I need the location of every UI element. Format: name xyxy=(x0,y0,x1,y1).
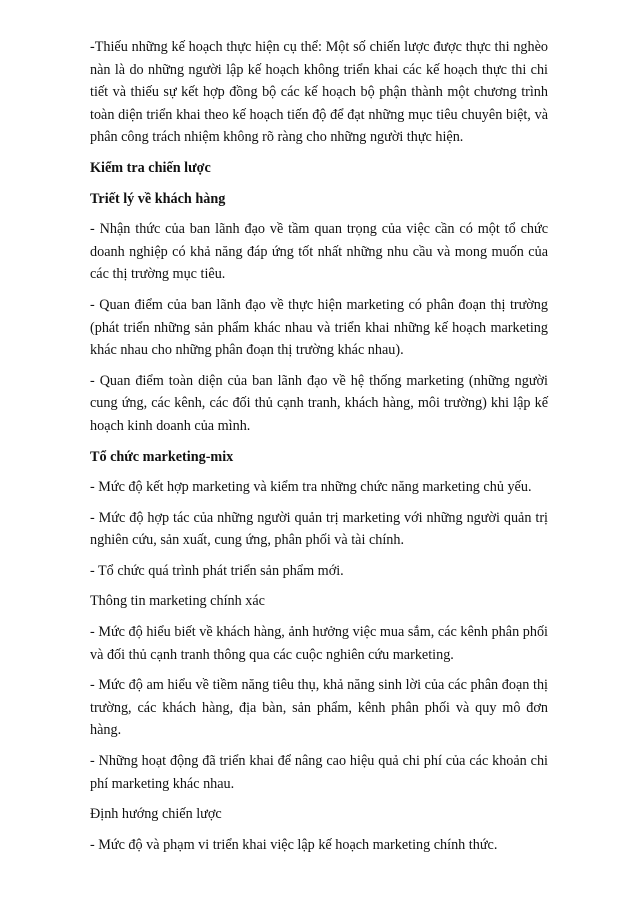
document-page xyxy=(90,36,548,864)
paragraph-cost-efficiency: - Những hoạt động đã triển khai để nâng cao hiệu quả chi phí của các khoản chi phí marketing khác nhau. xyxy=(90,753,548,792)
heading-strategic-orientation: Định hướng chiến lược xyxy=(90,806,222,823)
paragraph-cooperation-level: - Mức độ hợp tác của những người quản trị marketing với những người quản trị nghiên cứu, sản xuất, cung ứng, phân phối và tài chính. xyxy=(90,509,548,549)
paragraph-segmentation-view: - Quan điểm của ban lãnh đạo về thực hiện marketing có phân đoạn thị trường (phát triển những sản phẩm khác nhau và triển khai những kế hoạch marketing khác nhau cho những phân đoạn thị trường khác nhau). xyxy=(90,296,548,359)
paragraph-customer-knowledge: - Mức độ hiểu biết về khách hàng, ảnh hưởng việc mua sắm, các kênh phân phối và đối thủ cạnh tranh thông qua các cuộc nghiên cứu marketing. xyxy=(90,624,548,663)
paragraph-new-product-process: - Tổ chức quá trình phát triển sản phẩm mới. xyxy=(90,562,344,579)
paragraph-systems-view: - Quan điểm toàn diện của ban lãnh đạo về hệ thống marketing (những người cung ứng, các kênh, các đối thủ cạnh tranh, khách hàng, môi trường) khi lập kế hoạch kinh doanh của mình. xyxy=(90,372,548,434)
heading-customer-philosophy: Triết lý về khách hàng xyxy=(90,190,226,207)
paragraph-implementation-plans: -Thiếu những kế hoạch thực hiện cụ thể: Một số chiến lược được thực thi nghèo nàn là do những người lập kế hoạch không triển khai các kế hoạch thực thi chi tiết và thiếu sự kết hợp đồng bộ các kế hoạch bộ phận thành một chương trình toàn diện triển khai theo kế hoạch tiến độ để đạt những mục tiêu chuyên biệt, và phân công trách nhiệm không rõ ràng cho những người thực hiện. xyxy=(90,39,548,146)
heading-marketing-mix: Tổ chức marketing-mix xyxy=(90,448,234,465)
paragraph-formal-planning: - Mức độ và phạm vi triển khai việc lập kế hoạch marketing chính thức. xyxy=(90,836,498,853)
paragraph-integration-level: - Mức độ kết hợp marketing và kiểm tra những chức năng marketing chủ yếu. xyxy=(90,479,532,496)
paragraph-market-potential: - Mức độ am hiểu về tiềm năng tiêu thụ, khả năng sinh lời của các phân đoạn thị trường, các khách hàng, địa bàn, sản phẩm, kênh phân phối và quy mô đơn hàng. xyxy=(90,677,548,739)
paragraph-management-awareness: - Nhận thức của ban lãnh đạo về tầm quan trọng của việc cần có một tổ chức doanh nghiệp có khả năng đáp ứng tốt nhất những nhu cầu và mong muốn của các thị trường mục tiêu. xyxy=(90,221,548,283)
heading-marketing-information: Thông tin marketing chính xác xyxy=(90,593,265,610)
heading-strategy-audit: Kiểm tra chiến lược xyxy=(90,159,211,176)
